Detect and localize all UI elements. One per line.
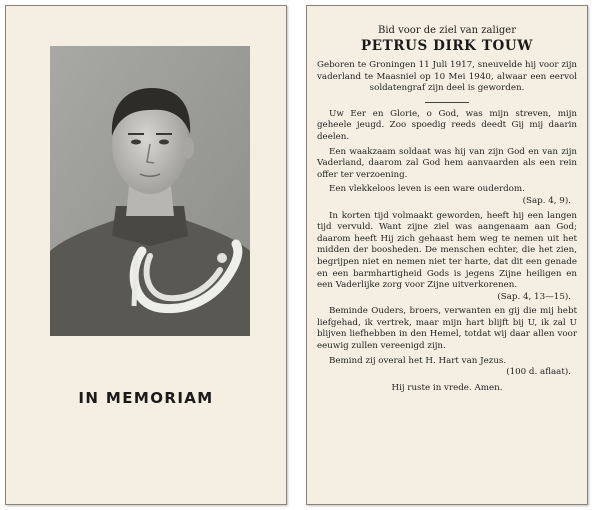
divider-rule <box>425 102 469 103</box>
closing-line: Hij ruste in vrede. Amen. <box>391 382 503 393</box>
memoriam-caption: IN MEMORIAM <box>78 389 214 407</box>
paragraph-sacred-heart: Bemind zij overal het H. Hart van Jezus. <box>329 355 507 366</box>
paragraph-glory: Uw Eer en Glorie, o God, was mijn streven, mijn geheele jeugd. Zoo spoedig reeds deedt Gij mij daarin deelen. <box>317 108 577 142</box>
indulgence-note: (100 d. aflaat). <box>506 367 571 378</box>
scripture-ref-2: (Sap. 4, 13—15). <box>497 291 571 302</box>
prayer-header: Bid voor de ziel van zaliger <box>378 25 516 36</box>
memorial-card-front <box>5 5 287 505</box>
memorial-card-back <box>306 5 588 505</box>
paragraph-spotless-life: Een vlekkeloos leven is een ware ouderdom. <box>329 184 525 195</box>
paragraph-soldier: Een waakzaam soldaat was hij van zijn God en van zijn Vaderland, daarom zal God hem aanvaarden als een rein offer ter verzoening. <box>317 146 577 180</box>
scripture-ref-1: (Sap. 4, 9). <box>522 195 571 206</box>
paragraph-farewell: Beminde Ouders, broers, verwanten en gij die mij hebt liefgehad, ik vertrek, maar mijn hart blijft bij U, ik zal U blijven liefhebben in den Hemel, totdat wij daar allen voor eeuwig zullen vereenigd zijn. <box>317 306 577 352</box>
deceased-name: PETRUS DIRK TOUW <box>361 38 533 54</box>
paragraph-perfected: In korten tijd volmaakt geworden, heeft hij een langen tijd vervuld. Want zijne ziel was aangenaam aan God; daarom heeft Hij zich gehaast hem weg te nemen uit het midden der boosheden. De menschen echter, die het zien, begrijpen niet en nemen niet ter harte, dat dit een genade en een barmhartigheid Gods is jegens Zijne heiligen en een Vaderlijke zorg voor Zijne uitverkorenen. <box>317 210 577 291</box>
portrait-photo <box>50 46 250 336</box>
birth-death-paragraph: Geboren te Groningen 11 Juli 1917, sneuvelde hij voor zijn vaderland te Maasniel op 10 Mei 1940, alwaar een eervol soldatengraf zijn deel is geworden. <box>317 60 577 94</box>
